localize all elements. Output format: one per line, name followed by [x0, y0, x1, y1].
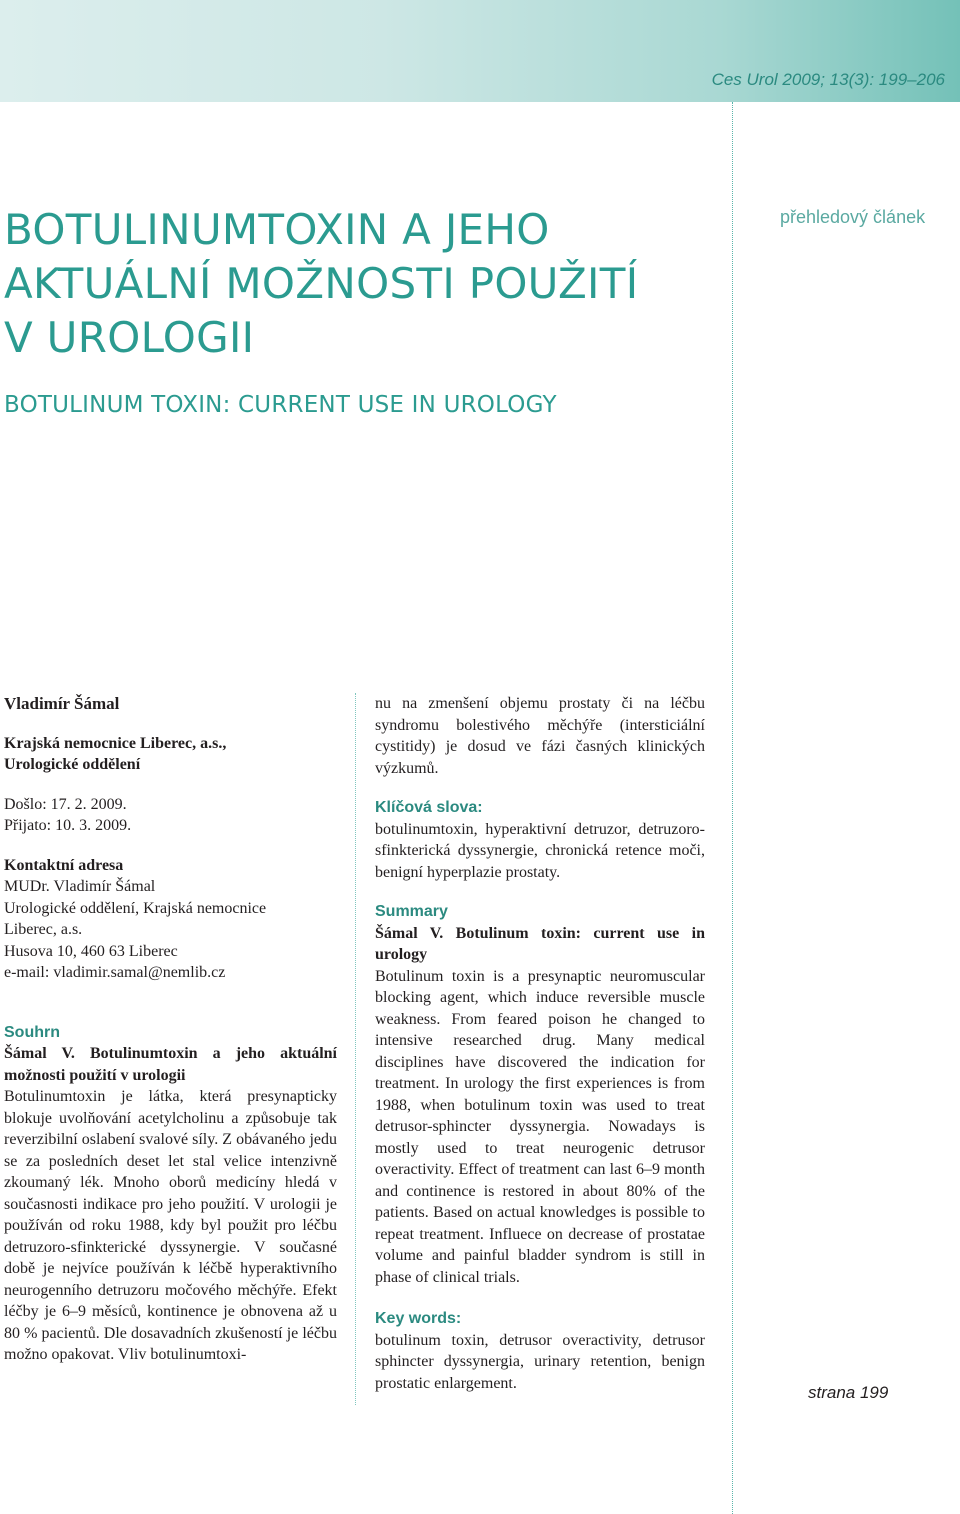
- souhrn-text-continued: nu na zmenšení objemu prostaty či na léčbu syndromu bolestivého měchýře (intersticiální cystitidy) je dosud ve fázi časných klinických výzkumů.: [375, 695, 705, 777]
- affiliation-line: Urologické oddělení: [4, 756, 141, 773]
- affiliation-line: Krajská nemocnice Liberec, a.s.,: [4, 734, 227, 752]
- page-number: strana 199: [808, 1383, 889, 1402]
- received-date: Došlo: 17. 2. 2009.: [4, 795, 127, 813]
- column-divider: [355, 693, 356, 1405]
- article-title: BOTULINUMTOXIN A JEHO AKTUÁLNÍ MOŽNOSTI POUŽITÍ V UROLOGII: [4, 205, 639, 362]
- summary-heading: Summary: [375, 903, 448, 920]
- key-words-text: botulinum toxin, detrusor overactivity, detrusor sphincter dyssynergia, urinary retention, benign prostatic enlargement.: [375, 1331, 705, 1392]
- souhrn-citation: Šámal V. Botulinumtoxin a jeho aktuální možnosti použití v urologii: [4, 1045, 337, 1084]
- summary-text: Botulinum toxin is a presynaptic neuromuscular blocking agent, which induce reversible muscle weakness. From feared poison he changed to intensive researched drug. Many medical disciplines have discovered the indication for treatment. In urology the first experiences is from 1988, when botulinum toxin was used to treat detrusor-sphincter dyssynergia. Nowadays is mostly used to treat neurogenic detrusor overactivity. Effect of treatment can last 6–9 month and continence is restored in about 80% of the patients. Based on actual knowledges is possible to repeat treatment. Influece on decrease of prostatae volume and painful bladder syndrom is still in phase of clinical trials.: [375, 967, 705, 1286]
- contact-label: Kontaktní adresa: [4, 856, 124, 874]
- right-column: [375, 693, 705, 1394]
- submission-dates: [4, 794, 337, 837]
- journal-reference: Ces Urol 2009; 13(3): 199–206: [711, 70, 945, 89]
- contact-email[interactable]: e-mail: vladimir.samal@nemlib.cz: [4, 964, 226, 981]
- accepted-date: Přijato: 10. 3. 2009.: [4, 817, 132, 834]
- contact-line: Urologické oddělení, Krajská nemocnice: [4, 899, 267, 917]
- souhrn-heading: Souhrn: [4, 1023, 60, 1041]
- contact-line: Liberec, a.s.: [4, 921, 83, 938]
- summary-citation: Šámal V. Botulinum toxin: current use in urology: [375, 924, 705, 963]
- contact-line: MUDr. Vladimír Šámal: [4, 878, 156, 895]
- margin-dotted-line: [732, 102, 733, 1514]
- klicova-slova-text: botulinumtoxin, hyperaktivní detruzor, detruzoro-sfinkterická dyssynergie, chronická retence moči, benigní hyperplazie prostaty.: [375, 820, 705, 881]
- contact-line: Husova 10, 460 63 Liberec: [4, 942, 178, 960]
- affiliation: [4, 733, 337, 776]
- klicova-slova-heading: Klíčová slova:: [375, 799, 483, 816]
- article-type-label: přehledový článek: [780, 207, 926, 227]
- article-subtitle-english: BOTULINUM TOXIN: CURRENT USE IN UROLOGY: [4, 392, 557, 418]
- author-name: Vladimír Šámal: [4, 694, 120, 713]
- key-words-heading: Key words:: [375, 1310, 462, 1327]
- souhrn-text: Botulinumtoxin je látka, která presynapticky blokuje uvolňování acetylcholinu a způsobuje tak reverzibilní oslabení svalové síly. Z obávaného jedu se za posledních deset let stal velice intenzivně zkoumaný lék. Mnoho oborů medicíny hledá v současnosti indikace pro jeho použití. V urologii je používán od roku 1988, kdy byl použit pro léčbu detruzoro-sfinkterické dyssynergie. V současné době je nejvíce používán k léčbě hyperaktivního neurogenního detruzoru močového měchýře. Efekt léčby je 6–9 měsíců, kontinence je obnovena až u 80 % pacientů. Dle dosavadních zkušeností je léčbu možno opakovat. Vliv botulinumtoxi-: [4, 1088, 337, 1363]
- contact-address: [4, 855, 337, 984]
- left-column: [4, 693, 337, 1366]
